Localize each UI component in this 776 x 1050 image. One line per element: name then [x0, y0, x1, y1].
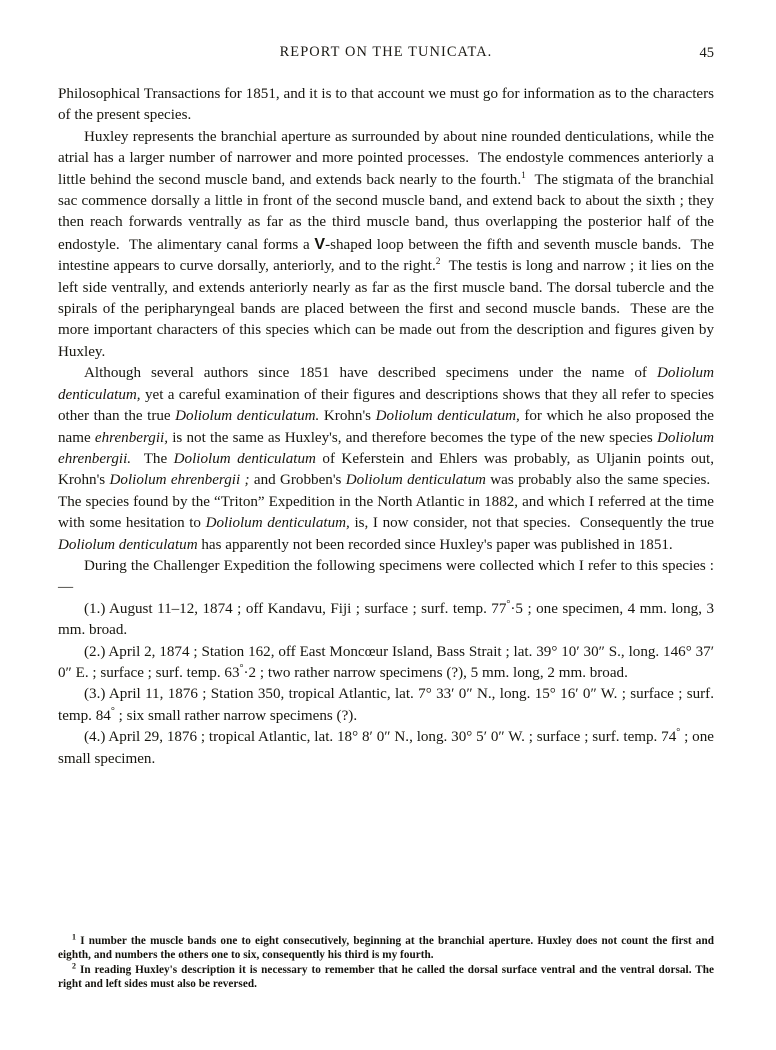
footnote-ref-2: 2 [435, 257, 441, 268]
paragraph-4: During the Challenger Expedition the following specimens were collected which I refer to this species :— [58, 557, 714, 596]
specimen-item-4: (4.) April 29, 1876 ; tropical Atlantic, lat. 18° 8′ 0″ N., long. 30° 5′ 0″ W. ; surface ; surf. temp. 74° ; one small specimen. [58, 727, 714, 767]
specimen-item-3: (3.) April 11, 1876 ; Station 350, tropical Atlantic, lat. 7° 33′ 0″ N., long. 15° 16′ 0″ W. ; surface ; surf. temp. 84° ; six small rather narrow specimens (?). [58, 686, 714, 724]
paragraph-2: Huxley represents the branchial aperture as surrounded by about nine rounded denticulations, while the atrial has a larger number of narrower and more pointed processes. The endostyle commences anteriorly a little behind the second muscle band, and extends back nearly to the fourth.$^1$ The stigmata of the branchial sac commence dorsally a little in front of the second muscle band, and extend back to about the sixth ; they then reach forwards ventrally as far as the third muscle band, thus overlapping the posterior half of the endostyle. The alimentary canal forms a V-shaped loop between the fifth and seventh muscle bands. The intestine appears to curve dorsally, anteriorly, and to the right.$^2$ The testis is long and narrow ; it lies on the left side ventrally, and extends anteriorly nearly as far as the first muscle band. The dorsal tubercle and the spirals of the peripharyngeal bands are placed between the first and second muscle bands. These are the more important characters of this species which can be made out from the description and figures given by Huxley. [58, 128, 714, 360]
v-shape-glyph: V [314, 235, 326, 253]
footnotes [58, 931, 714, 992]
footnote-mark-1: 1 [72, 931, 77, 941]
specimen-item-1: (1.) August 11–12, 1874 ; off Kandavu, Fiji ; surface ; surf. temp. 77°·5 ; one specimen, 4 mm. long, 3 mm. broad. [58, 598, 714, 639]
footnote-1-text: I number the muscle bands one to eight consecutively, beginning at the branchial aperture. Huxley does not count the first and eighth, and numbers the others one to six, consequently his third is my fourth. [58, 934, 714, 962]
specimen-item-2: (2.) April 2, 1874 ; Station 162, off East Moncœur Island, Bass Strait ; lat. 39° 10′ 30″ S., long. 146° 37′ 0″ E. ; surface ; surf. temp. 63°·2 ; two rather narrow specimens (?), 5 mm. long, 2 mm. broad. [58, 643, 714, 681]
footnote-2 [58, 963, 714, 992]
footnote-ref-1: 1 [521, 170, 526, 181]
running-head [58, 44, 714, 72]
paragraph-1: Philosophical Transactions for 1851, and it is to that account we must go for information as to the characters of the present species. [58, 86, 714, 124]
body-text [58, 84, 714, 770]
running-head-title: REPORT ON THE TUNICATA. [279, 44, 493, 60]
paragraph-3: Although several authors since 1851 have described specimens under the name of Doliolum denticulatum, yet a careful examination of their figures and descriptions shows that they all refer to species other than the true Doliolum denticulatum. Krohn's Doliolum denticulatum, for which he also proposed the name ehrenbergii, is not the same as Huxley's, and therefore becomes the type of the new species Doliolum ehrenbergii. The Doliolum denticulatum of Keferstein and Ehlers was probably, as Uljanin points out, Krohn's Doliolum ehrenbergii ; and Grobben's Doliolum denticulatum was probably also the same species. The species found by the “Triton” Expedition in the North Atlantic in 1882, and which I referred at the time with some hesitation to Doliolum denticulatum, is, I now consider, not that species. Consequently the true Doliolum denticulatum has apparently not been recorded since Huxley's paper was published in 1851. [58, 365, 715, 553]
page-number: 45 [699, 45, 714, 61]
footnote-mark-2: 2 [72, 961, 77, 971]
footnote-1 [58, 931, 714, 963]
footnote-2-text: In reading Huxley's description it is necessary to remember that he called the dorsal surface ventral and the ventral dorsal. The right and left sides must also be reversed. [58, 963, 714, 991]
